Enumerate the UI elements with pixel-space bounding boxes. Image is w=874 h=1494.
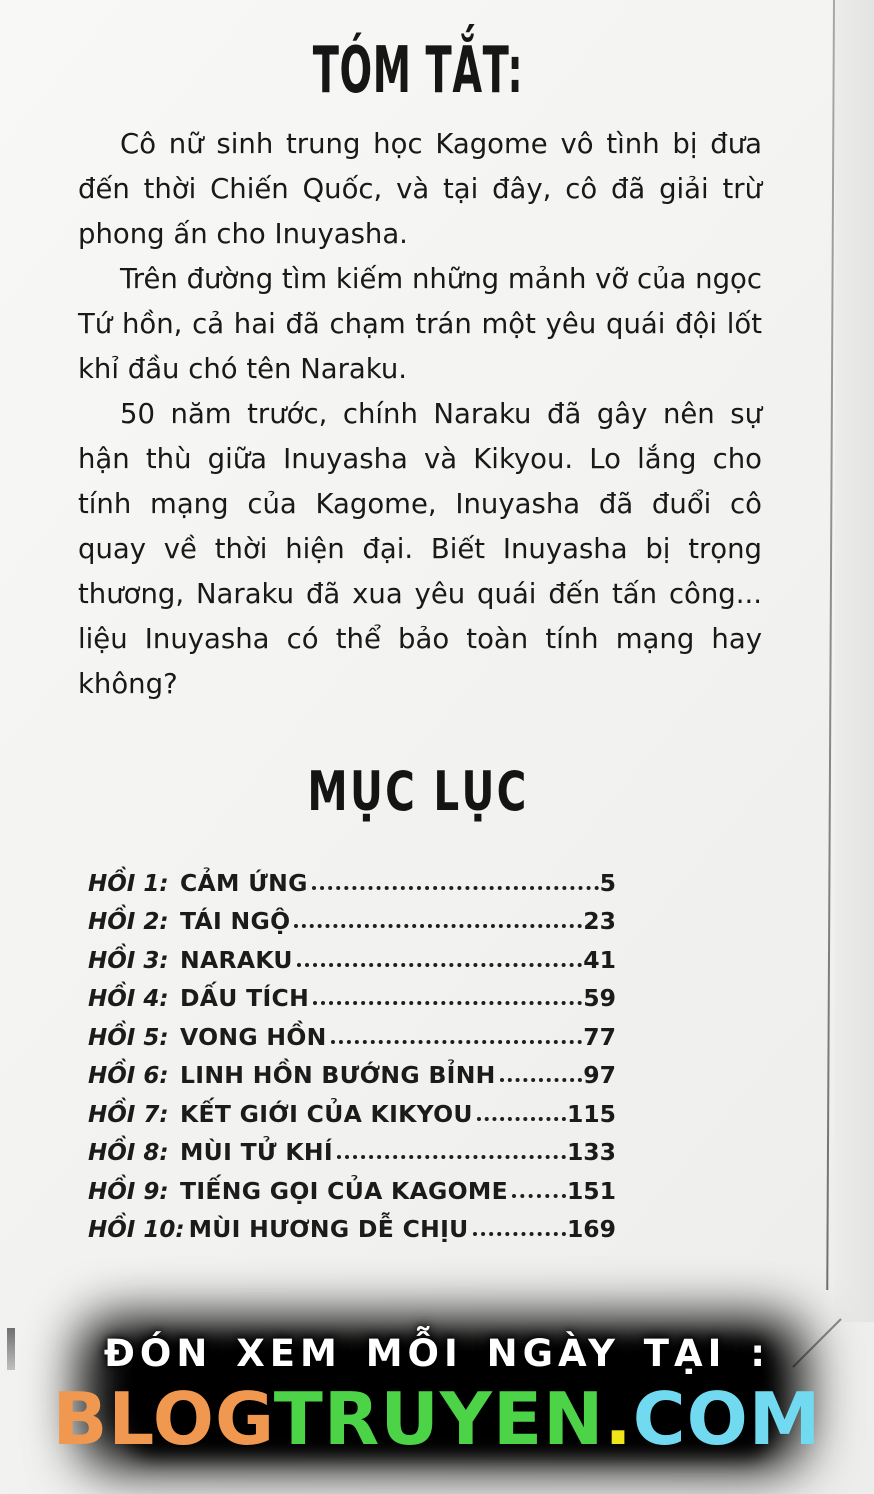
toc-page-number: 151 xyxy=(566,1176,616,1205)
toc-chapter-label: HỒI 2: xyxy=(88,909,169,935)
toc-page-number: 77 xyxy=(583,1022,616,1051)
toc-page-number: 97 xyxy=(583,1061,616,1089)
summary-heading: TÓM TẮT: xyxy=(312,34,524,108)
toc-row xyxy=(88,1166,616,1205)
toc-page-number: 23 xyxy=(583,907,616,935)
toc-chapter-label: HỒI 8: xyxy=(88,1140,169,1166)
toc-dot-leader xyxy=(312,886,599,890)
site-logo xyxy=(0,1377,874,1461)
toc-row xyxy=(88,935,616,974)
toc-chapter-title: LINH HỒN BƯỚNG BỈNH xyxy=(180,1061,496,1089)
footer-tagline: ĐÓN XEM MỖI NGÀY TẠI : xyxy=(103,1332,771,1375)
toc-chapter-title: TÁI NGỘ xyxy=(180,907,291,935)
summary-section xyxy=(78,122,762,707)
toc-chapter-label: HỒI 5: xyxy=(88,1024,169,1051)
toc-chapter-label: HỒI 7: xyxy=(88,1101,169,1128)
toc-page-number: 5 xyxy=(599,868,616,897)
toc-dot-leader xyxy=(477,1117,566,1121)
summary-paragraph: Trên đường tìm kiếm những mảnh vỡ của ngọc Tứ hồn, cả hai đã chạm trán một yêu quái đội lốt khỉ đầu chó tên Naraku. xyxy=(78,263,762,385)
toc-dot-leader xyxy=(297,963,582,967)
toc-row xyxy=(88,1012,616,1051)
toc-chapter-title: MÙI HƯƠNG DỄ CHỊU xyxy=(188,1215,469,1243)
page-edge-line xyxy=(826,0,835,1290)
toc-dot-leader xyxy=(331,1040,583,1044)
toc-page-number: 169 xyxy=(566,1215,616,1243)
toc-chapter-title: KẾT GIỚI CỦA KIKYOU xyxy=(180,1099,473,1128)
toc-row xyxy=(88,1051,616,1090)
toc-page-number: 115 xyxy=(566,1099,616,1128)
summary-paragraph: Cô nữ sinh trung học Kagome vô tình bị đưa đến thời Chiến Quốc, và tại đây, cô đã giải trừ phong ấn cho Inuyasha. xyxy=(78,128,762,250)
toc-chapter-label: HỒI 3: xyxy=(88,947,169,974)
toc-row xyxy=(88,1205,616,1244)
footer-banner xyxy=(0,1300,874,1494)
toc-page-number: 133 xyxy=(566,1138,616,1166)
toc-row xyxy=(88,974,616,1013)
logo-part-blog: BLOG xyxy=(52,1377,274,1461)
toc-dot-leader xyxy=(337,1155,566,1159)
summary-paragraph: 50 năm trước, chính Naraku đã gây nên sự hận thù giữa Inuyasha và Kikyou. Lo lắng cho tính mạng của Kagome, Inuyasha đã đuổi cô quay về thời hiện đại. Biết Inuyasha bị trọng thương, Naraku đã xua yêu quái đến tấn công... liệu Inuyasha có thể bảo toàn tính mạng hay không? xyxy=(78,398,762,700)
toc-chapter-title: MÙI TỬ KHÍ xyxy=(180,1138,333,1166)
toc-dot-leader xyxy=(313,1001,582,1005)
logo-part-com: COM xyxy=(632,1377,822,1461)
toc-chapter-title: CẢM ỨNG xyxy=(180,868,308,897)
toc-dot-leader xyxy=(512,1194,566,1198)
logo-part-dot: . xyxy=(604,1377,633,1461)
toc-chapter-label: HỒI 1: xyxy=(88,870,169,897)
toc-chapter-label: HỒI 4: xyxy=(88,986,169,1012)
toc-chapter-label: HỒI 9: xyxy=(88,1178,169,1205)
toc-heading: MỤC LỤC xyxy=(307,760,529,823)
toc-chapter-label: HỒI 6: xyxy=(88,1063,169,1089)
toc-row xyxy=(88,1089,616,1128)
toc-row xyxy=(88,858,616,897)
toc-row xyxy=(88,897,616,936)
toc-list xyxy=(88,858,616,1243)
toc-chapter-label: HỒI 10: xyxy=(88,1217,185,1243)
toc-row xyxy=(88,1128,616,1167)
toc-dot-leader xyxy=(500,1078,583,1082)
toc-chapter-title: TIẾNG GỌI CỦA KAGOME xyxy=(180,1176,508,1205)
toc-page-number: 41 xyxy=(583,945,616,974)
toc-dot-leader xyxy=(473,1232,566,1236)
toc-chapter-title: VONG HỒN xyxy=(180,1022,327,1051)
toc-chapter-title: NARAKU xyxy=(180,945,293,974)
toc-dot-leader xyxy=(294,924,582,928)
page-edge-margin xyxy=(835,0,874,1322)
logo-part-truyen: TRUYEN xyxy=(273,1377,605,1461)
toc-page-number: 59 xyxy=(583,984,616,1012)
toc-chapter-title: DẤU TÍCH xyxy=(180,984,310,1012)
